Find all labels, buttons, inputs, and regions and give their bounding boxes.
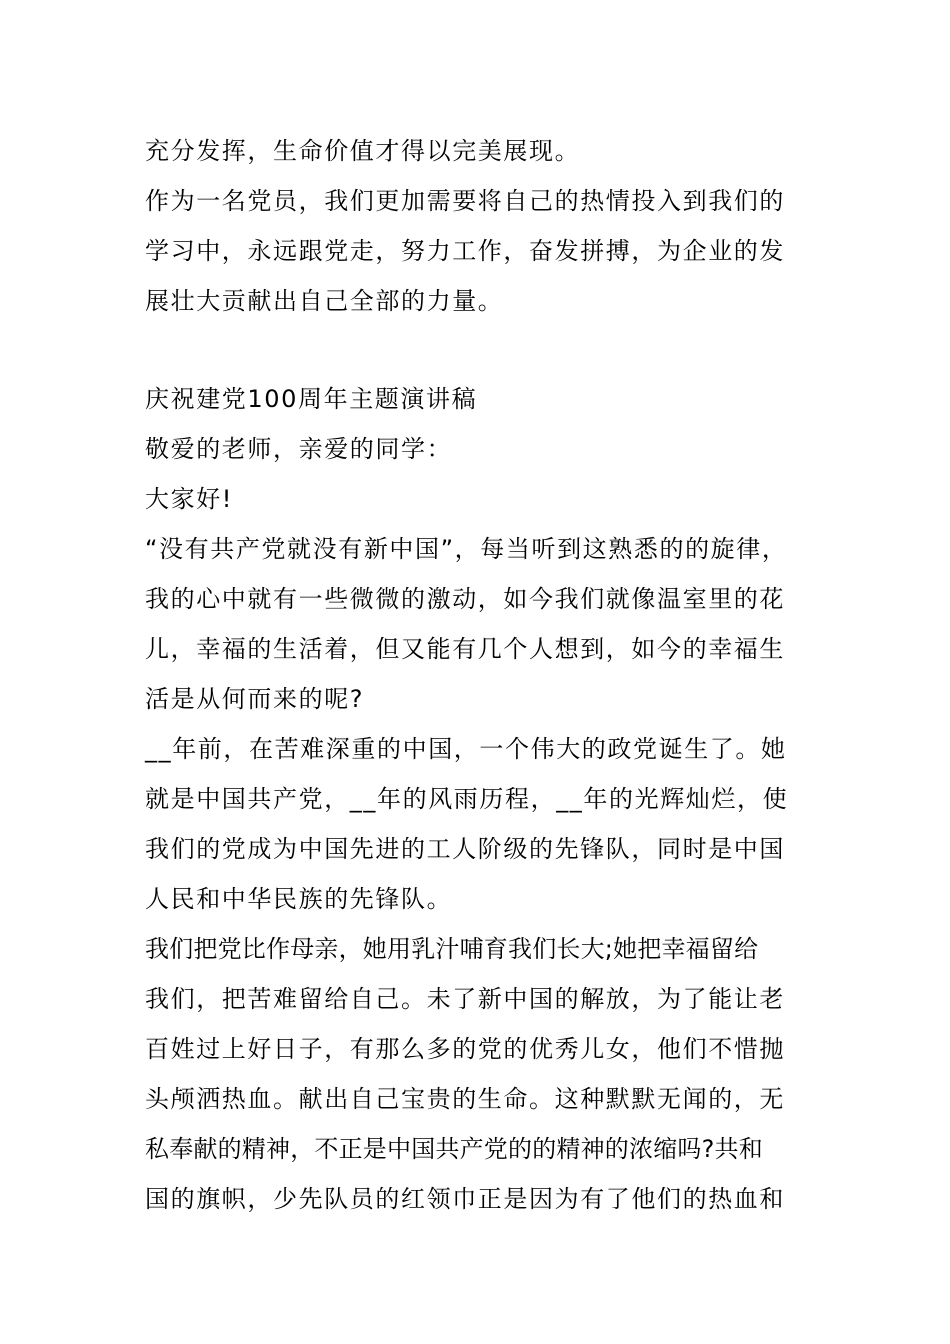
- paragraph-line: 我们把党比作母亲，她用乳汁哺育我们长大;她把幸福留给: [145, 935, 759, 963]
- paragraph-line: __年前，在苦难深重的中国，一个伟大的政党诞生了。她: [145, 735, 787, 763]
- paragraph-line: 活是从何而来的呢?: [145, 685, 365, 713]
- paragraph-line: 百姓过上好日子，有那么多的党的优秀儿女，他们不惜抛: [145, 1035, 785, 1063]
- paragraph-line: 我们的党成为中国先进的工人阶级的先锋队，同时是中国: [145, 835, 785, 863]
- paragraph-line: 我们，把苦难留给自己。未了新中国的解放，为了能让老: [145, 985, 785, 1013]
- salutation: 敬爱的老师，亲爱的同学：: [145, 435, 453, 463]
- paragraph-line: 人民和中华民族的先锋队。: [145, 885, 453, 913]
- paragraph-line: 展壮大贡献出自己全部的力量。: [145, 287, 504, 315]
- blank-line: [145, 326, 810, 374]
- paragraph-line: 我的心中就有一些微微的激动，如今我们就像温室里的花: [145, 585, 785, 613]
- document-page: [145, 126, 810, 1224]
- greeting: 大家好!: [145, 485, 234, 513]
- paragraph-line: 头颅洒热血。献出自己宝贵的生命。这种默默无闻的，无: [145, 1085, 785, 1113]
- paragraph-line: 私奉献的精神，不正是中国共产党的的精神的浓缩吗?共和: [145, 1135, 763, 1163]
- speech-title: 庆祝建党100周年主题演讲稿: [145, 385, 478, 413]
- paragraph-line: 就是中国共产党，__年的风雨历程，__年的光辉灿烂，使: [145, 785, 789, 813]
- paragraph-line: “没有共产党就没有新中国”，每当听到这熟悉的的旋律，: [145, 535, 788, 563]
- paragraph-line: 国的旗帜，少先队员的红领巾正是因为有了他们的热血和: [145, 1185, 785, 1213]
- paragraph-line: 儿，幸福的生活着，但又能有几个人想到，如今的幸福生: [145, 635, 785, 663]
- paragraph-line: 学习中，永远跟党走，努力工作，奋发拼搏，为企业的发: [145, 237, 785, 265]
- paragraph-line: 充分发挥，生命价值才得以完美展现。: [145, 137, 581, 165]
- paragraph-line: 作为一名党员，我们更加需要将自己的热情投入到我们的: [145, 187, 785, 215]
